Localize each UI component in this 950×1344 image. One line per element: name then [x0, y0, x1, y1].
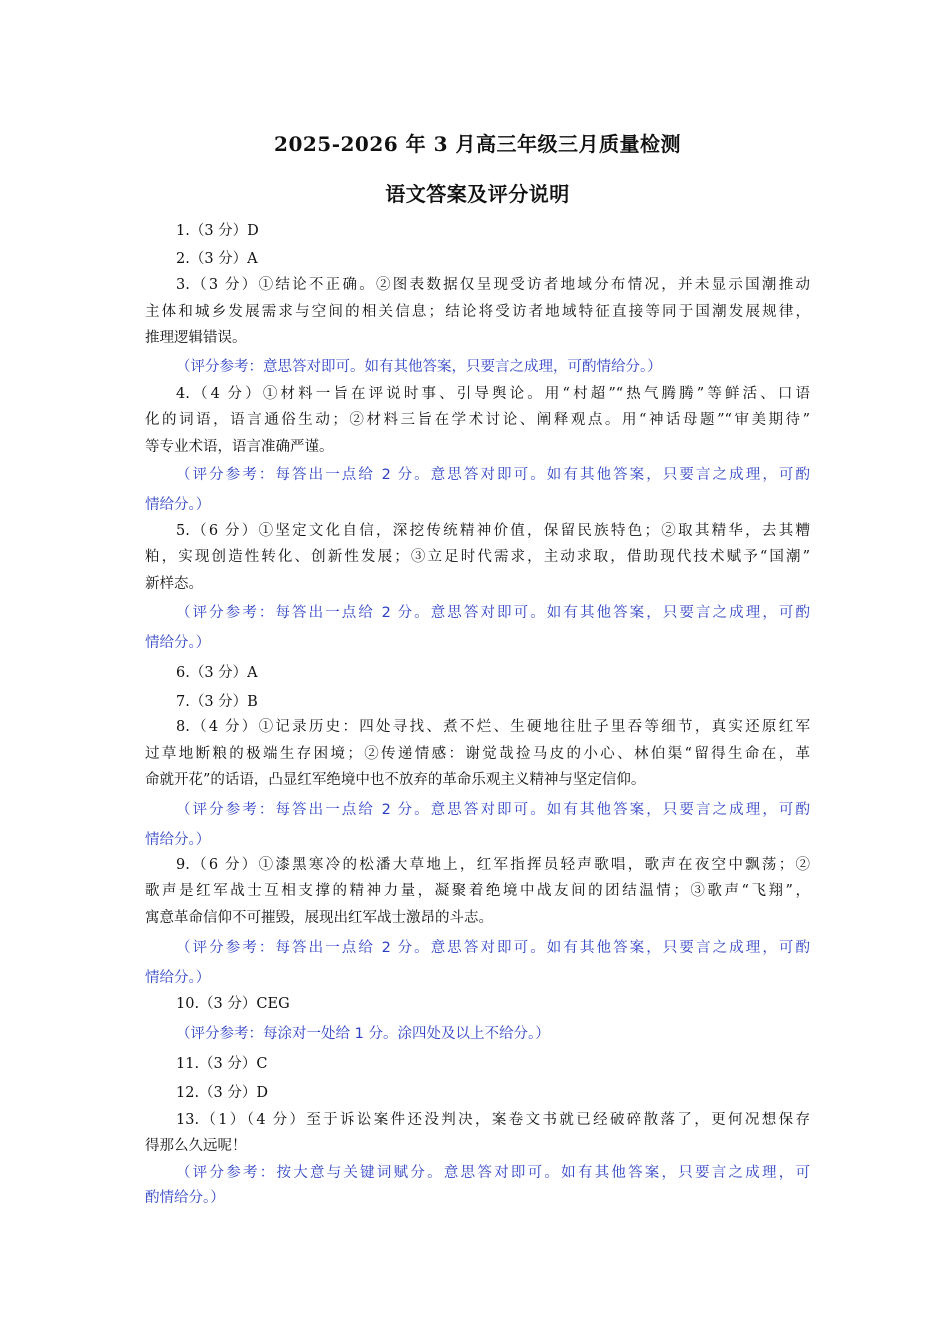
answer-5-line-3: 新样态。: [145, 576, 203, 592]
answer-8-line-3: 命就开花”的话语，凸显红军绝境中也不放弃的革命乐观主义精神与坚定信仰。: [145, 772, 646, 788]
answer-6: 6.（3 分）A: [176, 665, 258, 681]
answer-1: 1.（3 分）D: [176, 223, 259, 239]
answer-13-line-2: 得那么久远呢！: [145, 1138, 247, 1154]
answer-10: 10.（3 分）CEG: [176, 996, 290, 1012]
answer-5-line-2: 粕，实现创造性转化、创新性发展；③立足时代需求，主动求取，借助现代技术赋予“国潮”: [145, 549, 810, 565]
answer-7: 7.（3 分）B: [176, 694, 258, 710]
scoring-note-4-line-2: 情给分。）: [145, 497, 211, 513]
answer-4-line-2: 化的词语，语言通俗生动；②材料三旨在学术讨论、阐释观点。用“神话母题”“审美期待”: [145, 412, 810, 428]
answer-3-line-2: 主体和城乡发展需求与空间的相关信息；结论将受访者地域特征直接等同于国潮发展规律，: [145, 304, 810, 320]
scoring-note-10: （评分参考：每涂对一处给 1 分。涂四处及以上不给分。）: [176, 1026, 550, 1042]
scoring-note-3: （评分参考：意思答对即可。如有其他答案，只要言之成理，可酌情给分。）: [176, 359, 662, 375]
scoring-note-13-line-2: 酌情给分。）: [145, 1190, 225, 1206]
answer-8-line-1: 8.（4 分）①记录历史：四处寻找、煮不烂、生硬地往肚子里吞等细节，真实还原红军: [176, 719, 810, 735]
scoring-note-5-line-1: （评分参考：每答出一点给 2 分。意思答对即可。如有其他答案，只要言之成理，可酌: [176, 605, 810, 621]
answer-4-line-3: 等专业术语，语言准确严谨。: [145, 439, 334, 455]
scoring-note-9-line-2: 情给分。）: [145, 970, 211, 986]
answer-12: 12.（3 分）D: [176, 1085, 269, 1101]
answer-9-line-3: 寓意革命信仰不可摧毁，展现出红军战士激昂的斗志。: [145, 910, 493, 926]
answer-11: 11.（3 分）C: [176, 1056, 268, 1072]
answer-3-line-1: 3.（3 分）①结论不正确。②图表数据仅呈现受访者地域分布情况，并未显示国潮推动: [176, 277, 810, 293]
page-subtitle: 语文答案及评分说明: [385, 182, 570, 206]
page-title: 2025-2026 年 3 月高三年级三月质量检测: [274, 132, 681, 156]
answer-9-line-1: 9.（6 分）①漆黑寒冷的松潘大草地上，红军指挥员轻声歌唱，歌声在夜空中飘荡；②: [176, 857, 810, 873]
answer-9-line-2: 歌声是红军战士互相支撑的精神力量，凝聚着绝境中战友间的团结温情；③歌声“飞翔”，: [145, 883, 810, 899]
answer-5-line-1: 5.（6 分）①坚定文化自信，深挖传统精神价值，保留民族特色；②取其精华，去其糟: [176, 523, 810, 539]
answer-4-line-1: 4.（4 分）①材料一旨在评说时事、引导舆论。用“村超”“热气腾腾”等鲜活、口语: [176, 386, 810, 402]
answer-8-line-2: 过草地断粮的极端生存困境；②传递情感：谢觉哉捡马皮的小心、林伯渠“留得生命在，革: [145, 746, 810, 762]
answer-13-line-1: 13.（1）（4 分）至于诉讼案件还没判决，案卷文书就已经破碎散落了，更何况想保存: [176, 1112, 810, 1128]
answer-3-line-3: 推理逻辑错误。: [145, 330, 247, 346]
scoring-note-8-line-1: （评分参考：每答出一点给 2 分。意思答对即可。如有其他答案，只要言之成理，可酌: [176, 802, 810, 818]
scoring-note-9-line-1: （评分参考：每答出一点给 2 分。意思答对即可。如有其他答案，只要言之成理，可酌: [176, 940, 810, 956]
answer-2: 2.（3 分）A: [176, 251, 258, 267]
scoring-note-8-line-2: 情给分。）: [145, 832, 211, 848]
scoring-note-13-line-1: （评分参考：按大意与关键词赋分。意思答对即可。如有其他答案，只要言之成理，可: [176, 1165, 810, 1181]
scoring-note-5-line-2: 情给分。）: [145, 635, 211, 651]
scoring-note-4-line-1: （评分参考：每答出一点给 2 分。意思答对即可。如有其他答案，只要言之成理，可酌: [176, 467, 810, 483]
